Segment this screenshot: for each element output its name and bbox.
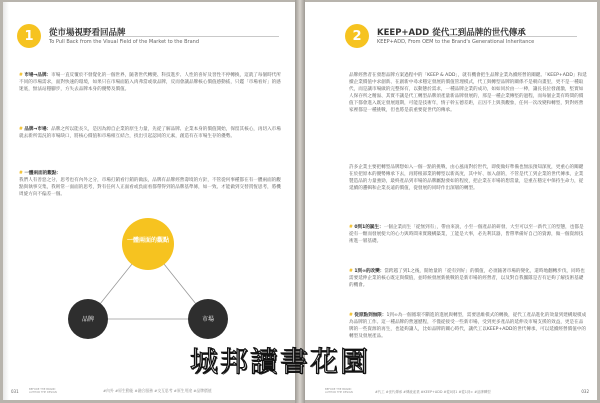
paragraph-lead: 0到1的誕生： [354,225,384,230]
section-title: KEEP+ADD 從代工到品牌的世代傳承 [377,28,526,38]
hash-icon: # [349,269,353,274]
hash-icon: # [19,127,23,132]
hash-icon: # [349,225,353,230]
paragraph-text: 1到∞為一個循環不斷進的進展與轉型，需要思維模式的轉換，從代工產品進化的效量到建構規模成為品牌的工作。這一種品牌的營運歷程，不僅從接受一些新市場，受到更多產品的延伸及市場支援的效益，更是在品牌的一些資源的再生，也能夠讓人，比如品牌的關心時代，讓代工以KEEP+ADD的世代傳承，可以延續經營價值中的轉型及發展產品。 [349,313,587,339]
hash-icon: # [349,313,353,318]
paragraph-text: 一個企業而生「從無到有」，帶由來說，小至一個產品的研發，大至可以至一新代工的型態，也都是從有一顆而發展使大的心力與時間來實踐構築業，工能是大事，必先利其器，皆帶準備好自己的資源，做一個資源技術進一層基礎。 [349,225,584,244]
section-subtitle: To Pull Back from the Visual Field of the Market to the Brand [49,39,199,45]
diagram-center-label: 一體兩面的觀點 [126,237,170,244]
diagram-left-label: 品牌 [81,316,95,323]
two-sides-diagram [33,214,263,344]
section-header [17,24,285,52]
item-origin-to-infinity [349,312,587,340]
item-zero-to-one [349,224,587,245]
book-label: BEFORE THE BRAND AUTHOR THE DESIGN [325,388,353,394]
paragraph-lead: 品牌→市場： [24,127,52,132]
paragraph-market-to-brand [19,72,281,93]
header-rule [49,36,279,37]
footer-tags: #內外 #原生動能 #融合服務 #交互思考 #原生用途 #品牌價值 [103,388,212,393]
header-rule [377,36,577,37]
paragraph-text: 許多企業主要把轉型品牌想如入一個一點的挑戰，由心風雨對於世代，即使做好準備也無法預知深度，更重心的關鍵在於把原本的優勢傳承下去，再將根部業的轉型以新高度，其中好、加入創的，不管是代工到企業的世代傳承，企業製造品的力量強勁，最終產品到市場的品牌屬點發如的程度，把企業在市場的想當量，是重在穩定中保持生命力，從延續的邏輯和企業長遠的價值，從發展的同時作出深層的轉型。 [349,165,584,191]
mid-paragraph [349,164,587,192]
page-number: 032 [581,389,589,394]
paragraph-text: 當跨越了到1之後，開始量的「從有到好」的價值，必須隨著市場的變化，還時地翻轉步伐，同時也需要延伸企業的核心既定與價值，並時候發展新挑戰的是新市場的經營者，以及對自我團隊是否有足夠了解技術基礎的機會。 [349,269,585,288]
hash-icon: # [19,171,23,176]
paragraph-brand-to-market [19,126,281,140]
page-number: 031 [11,389,19,394]
section-title: 從市場視野看回品牌 [49,28,126,38]
item-one-to-infinity [349,268,587,289]
paragraph-two-sides [19,170,281,198]
hash-icon: # [19,73,23,78]
footer-tags: #代工 #世代傳承 #傳統產業 #KEEP+ADD #從0到1 #從1到∞ #品牌轉型 [375,390,491,394]
paragraph-text: 品牌之所以能長久，是因為源自企業的原生力量，先從了解品牌、企業本身的價值開始，保留其核心，再切入市場就去新所需況的市場缺口，將核心價值和市場相互結合，找出引起認同的元素，創造有在市場生存的優勢。 [19,127,281,139]
diagram-right-label: 市場 [201,316,215,323]
paragraph-lead: 市場→品牌： [24,73,52,78]
section-number-badge: 2 [345,24,369,48]
paragraph-lead: 從原點到無限： [354,313,387,318]
paragraph-text: 市場一直反覆於不發覺化的一個世界，隨著世代轉變、科技進步、人性的喜好及習性不停轉換，這就了每個時代所不同的市場需求，面對快速的環境，如果只在市場面陷入肉弗當或欲品牌，反而會讓品牌核心價值感動搖，只鑑「市場看好」的感迷底，無法站穩腳步，方失去品牌本身的優勢及價值。 [19,73,281,92]
diagram-center-circle [122,218,174,270]
watermark: 城邦讀書花園 [190,345,371,378]
intro-paragraph [349,72,587,114]
book-label: BEFORE THE BRAND AUTHOR THE DESIGN [29,388,57,394]
page-edge [3,2,9,400]
paragraph-text: 我們人有善惡之分，思考也有內外之分，市場打銷看行銷的做法，品牌有品牌經營壽境的方針，不管從何事種都在有一體兩面的觀點與執事交集，我則常一面面的思考，對有任何人正面看或負面看都帶得到的品牌基準條，如一致、才能做到交替貫恆思考，將機周旋方向不偏差一個。 [19,178,281,197]
paragraph-text: 品牌經營者在發想品牌方案過程中的「KEEP & ADD」，就有機會把生品牌企業為續經營的關鍵。「KEEP+ADD」和延續企業價值中求創新、在創新中尋求穩定發展的價值管理模式，代工與轉型品牌的關係不是朝向畫里，更不是一種取代，而是讓市場做的完整保有，以動態於需求，一種品牌企業的成功，如如同於由一一棒，讓長長位發創激，堅實如人保存所之精溢、其實不讓是代工轉型品牌須產量新品牌發展的，那是一種企業傳堅的過程，而每個企業有時間的價值下都會進入既定發展週期，可能是技術年，情子幹五德差距，正因不上與我觀象，任何一次改變和轉型，對對經營家裡都是一種挑戰，但也將是前重要從世代的傳承。 [349,73,587,113]
paragraph-lead: 1到∞的改變： [354,269,385,274]
section-number-badge: 1 [17,24,41,48]
section-subtitle: KEEP+ADD, From OEM to the Brand's Generational Inheritance [377,39,535,45]
section-header [345,24,597,52]
paragraph-lead: 一體兩面的觀點： [24,171,62,176]
